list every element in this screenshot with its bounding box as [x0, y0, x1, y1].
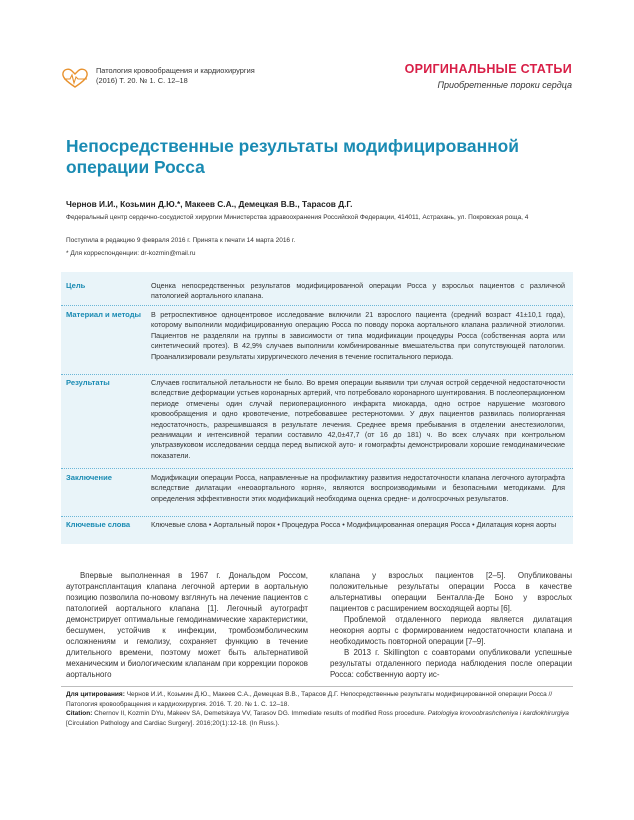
abstract-label: Ключевые слова [66, 520, 131, 529]
abstract-label: Цель [66, 281, 86, 290]
correspondence: * Для корреспонденции: dr-kozmin@mail.ru [66, 250, 196, 257]
citation-en [66, 709, 572, 728]
citation-ru-label: Для цитирования: [66, 691, 125, 698]
authors: Чернов И.И., Козьмин Д.Ю.*, Макеев С.А., Демецкая В.В., Тарасов Д.Г. [66, 199, 353, 209]
divider [61, 516, 573, 517]
citation-ru [66, 690, 572, 709]
abstract-text: Ключевые слова • Аортальный порок • Процедура Росса • Модифицированная операция Росса • Дилатация корня аорты [151, 520, 557, 529]
heart-logo-icon [60, 66, 90, 90]
abstract-text: В ретроспективное одноцентровое исследование включили 21 взрослого пациента (средний возраст 41±10,1 года), которому выполнили модифицированную операцию Росса по поводу порока аортального клапана различной этиологии. Пациентов не разделяли на группы в зависимости от типа модификации процедуры Росса (собственная аорта или синтетический протез). В 42,9% случаев выполнили комбинированные вмешательства при сопутствующей патологии. Проанализировали результаты хирургического лечения в течение госпитального периода. [151, 310, 565, 361]
divider [61, 305, 573, 306]
abstract-text: Модификации операции Росса, направленные на профилактику развития недостаточности клапана легочного аутографта вследствие дилатации «неоаортального корня», являются воспроизводимыми и безопасными методиками. Для определения эффективности этих модификаций необходима оценка средне- и долгосрочных результатов. [151, 473, 565, 503]
citation-ru-text: Чернов И.И., Козьмин Д.Ю., Макеев С.А., Демецкая В.В., Тарасов Д.Г. Непосредственные результаты модифицированной операции Росса // Патология кровообращения и кардиохирургия. 2016. Т. 20. № 1. С. 12–18. [66, 691, 553, 708]
citation-block [66, 690, 572, 728]
abstract-label: Материал и методы [66, 310, 142, 319]
article-title: Непосредственные результаты модифицированной операции Росса [66, 136, 519, 177]
subsection-title: Приобретенные пороки сердца [437, 80, 572, 90]
abstract-box [61, 272, 573, 544]
abstract-label: Результаты [66, 378, 110, 387]
citation-en-label: Citation: [66, 710, 93, 718]
journal-name: Патология кровообращения и кардиохирургия [96, 66, 255, 75]
journal-issue: (2016) Т. 20. № 1. С. 12–18 [96, 76, 188, 85]
abstract-text: Случаев госпитальной летальности не было. Во время операции выявили три случая острой сердечной недостаточности вследствие деформации устьев коронарных артерий, что потребовало коронарного шунтирования. В послеоперационном периоде отмечены один случай периоперационного инфаркта миокарда, одно острое нарушение мозгового кровообращения и одно кровотечение, потребовавшее рестернотомии. У двух пациентов развилась полиорганная недостаточность, разрешившаяся в результате лечения. Среднее время пребывания в отделении анестезиологии, реанимации и интенсивной терапии составило 42,0±47,7 (от 16 до 181) ч. Во всех случаях при контрольном ультразвуковом исследовании сердца перед выпиской ауто- и гомографты демонстрировали хорошие гемодинамические показатели. [151, 378, 565, 460]
paragraph: В 2013 г. Skillington с соавторами опубликовали успешные результаты отдаленного периода наблюдения после операции Росса: собственную аорту ис- [330, 648, 572, 679]
affiliation: Федеральный центр сердечно-сосудистой хирургии Министерства здравоохранения Российской Федерации, 414011, Астрахань, ул. Покровская роща, 4 [66, 214, 529, 221]
paragraph: Впервые выполненная в 1967 г. Дональдом Россом, аутотрансплантация клапана легочной артерии в аортальную позицию позволила по-новому взглянуть на лечение пациентов с патологией аортального клапана [1]. Легочный аутографт демонстрирует оптимальные гемодинамические характеристики, бесшумен, устойчив к инфекции, тромбоэмболическим осложнениям и гемолизу, сохраняет функцию в течение длительного времени, поэтому может быть альтернативой механическим и биологическим клапанам при коррекции пороков аортального [66, 571, 308, 679]
abstract-text: Оценка непосредственных результатов модифицированной операции Росса у взрослых пациентов с различной патологией аортального клапана. [151, 281, 565, 301]
journal-info [96, 66, 316, 86]
body-column-left [66, 570, 308, 680]
divider [61, 468, 573, 469]
paragraph: Проблемой отдаленного периода является дилатация неокорня аорты с формированием недостаточности клапана и необходимость повторной операции [7–9]. [330, 615, 572, 646]
paragraph: клапана у взрослых пациентов [2–5]. Опубликованы положительные результаты операции Росса в качестве альтернативы операции Бенталла-Де Боно у взрослых пациентов с расширением восходящей аорты [6]. [330, 571, 572, 613]
citation-en-journal: Patologiya krovoobrashcheniya i kardiokhirurgiya [427, 710, 569, 718]
received-dates: Поступила в редакцию 9 февраля 2016 г. Принята к печати 14 марта 2016 г. [66, 237, 296, 244]
section-title: ОРИГИНАЛЬНЫЕ СТАТЬИ [404, 62, 572, 76]
body-column-right [330, 570, 572, 680]
footer-divider [61, 686, 573, 687]
divider [61, 374, 573, 375]
citation-en-text: Chernov II, Kozmin DYu, Makeev SA, Demetskaya VV, Tarasov DG. Immediate results of modified Ross procedure. [94, 710, 426, 718]
citation-en-text-2: [Circulation Pathology and Cardiac Surgery]. 2016;20(1):12-18. (In Russ.). [66, 719, 280, 727]
abstract-label: Заключение [66, 473, 113, 482]
